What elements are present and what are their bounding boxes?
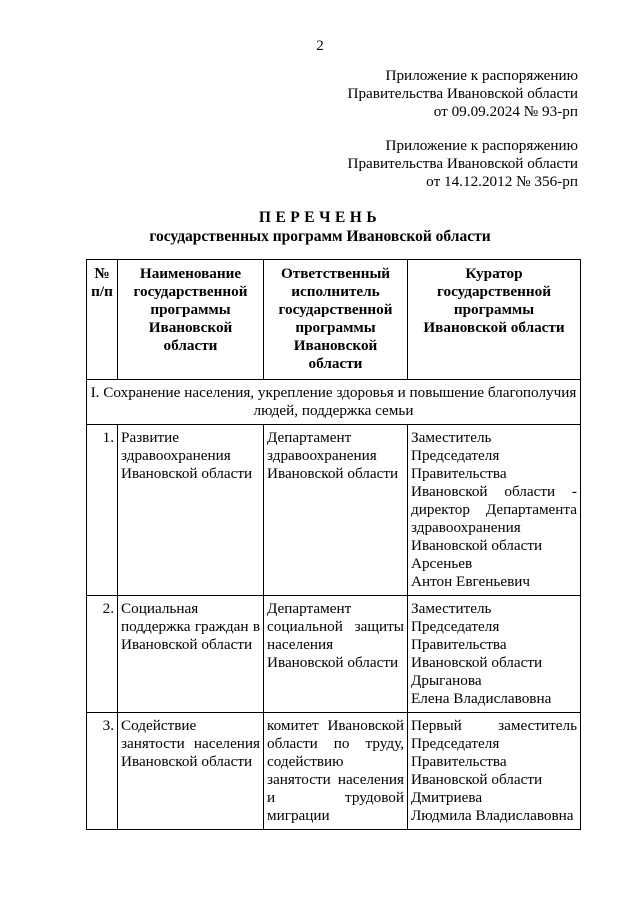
header-curator: Куратор государственной программы Ивановской области xyxy=(408,260,581,380)
curator-line: Председателя xyxy=(411,447,500,464)
header-num: № п/п xyxy=(87,260,118,380)
curator-line: Дмитриева xyxy=(411,789,483,806)
curator-line: Людмила Владиславовна xyxy=(411,807,574,824)
programs-table xyxy=(86,259,581,830)
section-row xyxy=(87,380,581,425)
curator-line: Антон Евгеньевич xyxy=(411,573,531,590)
annex-current-approval xyxy=(348,67,579,121)
curator-line: Правительства xyxy=(411,753,507,770)
curator-line: Арсеньев xyxy=(411,555,473,572)
table-header-row xyxy=(87,260,581,380)
annex-line: Приложение к распоряжению xyxy=(385,67,578,84)
program-curator xyxy=(408,596,581,713)
program-executor: комитет Ивановской области по труду, содействию занятости населения и трудовой миграции xyxy=(264,713,408,830)
curator-line: Председателя xyxy=(411,735,500,752)
program-executor: Департамент социальной защиты населения Ивановской области xyxy=(264,596,408,713)
title-main: ПЕРЕЧЕНЬ xyxy=(258,209,382,226)
program-executor: Департамент здравоохранения Ивановской области xyxy=(264,425,408,596)
row-num: 3. xyxy=(87,713,118,830)
section-title: I. Сохранение населения, укрепление здоровья и повышение благополучия людей, поддержка семьи xyxy=(87,380,581,425)
header-program-name: Наименование государственной программы Ивановской области xyxy=(118,260,264,380)
annex-line: Приложение к распоряжению xyxy=(385,137,578,154)
curator-line: директор Департамента xyxy=(411,501,577,518)
page-number: 2 xyxy=(316,38,324,54)
curator-line: Правительства xyxy=(411,465,507,482)
annex-line: Правительства Ивановской области xyxy=(347,155,578,172)
program-name: Содействие занятости населения Ивановской области xyxy=(118,713,264,830)
curator-line: здравоохранения xyxy=(411,519,521,536)
table-row xyxy=(87,596,581,713)
annex-line: Правительства Ивановской области xyxy=(347,85,578,102)
row-num: 2. xyxy=(87,596,118,713)
program-curator xyxy=(408,713,581,830)
curator-line: Первый заместитель xyxy=(411,717,577,734)
program-curator xyxy=(408,425,581,596)
program-name: Социальная поддержка граждан в Ивановской области xyxy=(118,596,264,713)
curator-line: Правительства xyxy=(411,636,507,653)
curator-line: Заместитель xyxy=(411,600,492,617)
annex-line: от 14.12.2012 № 356-рп xyxy=(426,173,578,190)
curator-line: Ивановской области xyxy=(411,537,543,554)
header-executor: Ответственный исполнитель государственной программы Ивановской области xyxy=(264,260,408,380)
curator-line: Председателя xyxy=(411,618,500,635)
table-row xyxy=(87,713,581,830)
program-name: Развитие здравоохранения Ивановской области xyxy=(118,425,264,596)
document-title xyxy=(0,208,640,246)
curator-line: Ивановской области xyxy=(411,771,543,788)
curator-line: Ивановской области - xyxy=(411,483,577,500)
curator-line: Ивановской области xyxy=(411,654,543,671)
annex-line: от 09.09.2024 № 93-рп xyxy=(433,103,578,120)
table-row xyxy=(87,425,581,596)
row-num: 1. xyxy=(87,425,118,596)
curator-line: Елена Владиславовна xyxy=(411,690,552,707)
curator-line: Дрыганова xyxy=(411,672,482,689)
annex-original-approval xyxy=(348,137,579,191)
title-subtitle: государственных программ Ивановской области xyxy=(149,228,491,245)
curator-line: Заместитель xyxy=(411,429,492,446)
